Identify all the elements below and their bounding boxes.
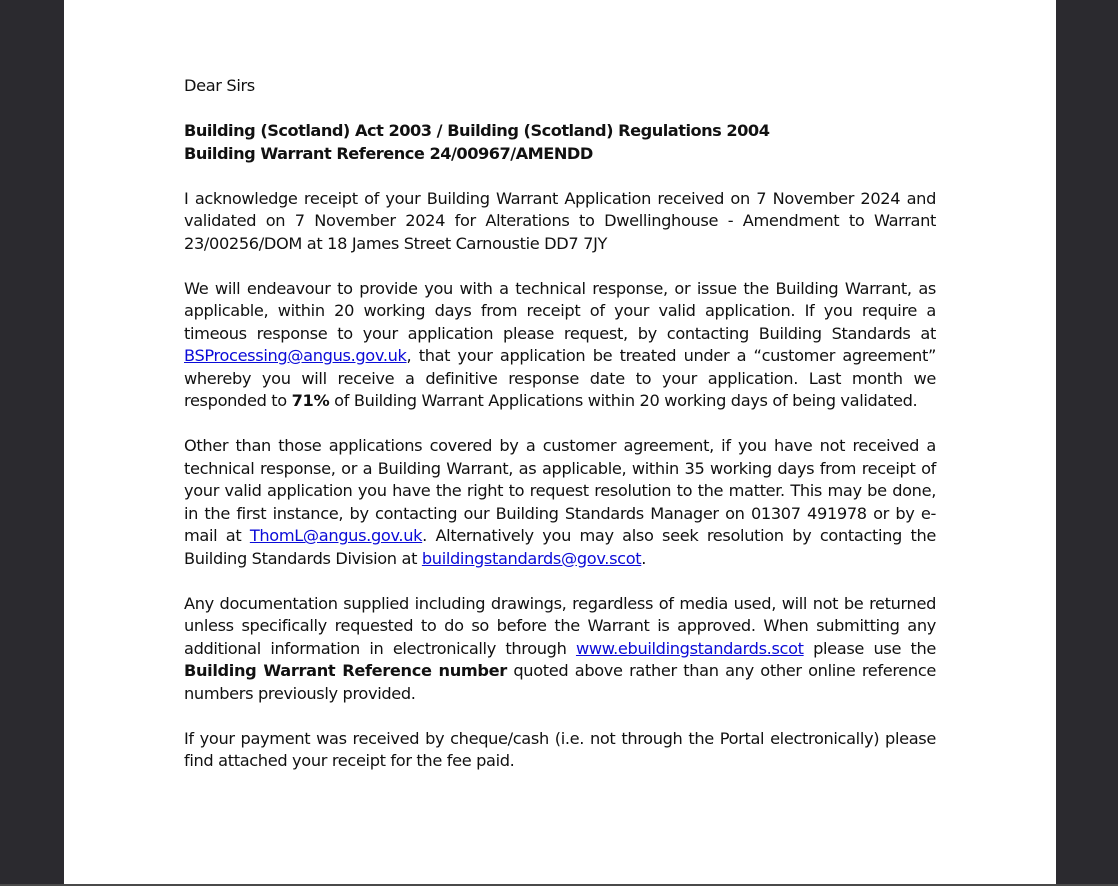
- paragraph-payment: If your payment was received by cheque/cash (i.e. not through the Portal electronically) please find attached your receipt for the fee paid.: [184, 728, 936, 770]
- bold-reference-phrase: Building Warrant Reference number: [184, 661, 507, 680]
- text: of Building Warrant Applications within 20 working days of being validated.: [329, 391, 918, 410]
- heading-warrant-reference: Building Warrant Reference 24/00967/AMENDD: [184, 143, 593, 163]
- document-page: [64, 0, 1056, 884]
- paragraph-resolution: [184, 435, 936, 570]
- heading-act-regulations: Building (Scotland) Act 2003 / Building (Scotland) Regulations 2004: [184, 121, 770, 140]
- paragraph-acknowledgement: I acknowledge receipt of your Building Warrant Application received on 7 November 2024 and validated on 7 November 2024 for Alterations to Dwellinghouse - Amendment to Warrant 23/00256/DOM at 18 James Street Carnoustie DD7 7JY: [184, 188, 936, 253]
- manager-email-link[interactable]: ThomL@angus.gov.uk: [249, 526, 423, 545]
- paragraph-documentation: [184, 593, 936, 706]
- text: Other than those applications covered by a customer agreement, if you have not received a technical response, or a Building Warrant, as applicable, within 35 working days from receipt of your valid application you have the right to request resolution to the matter. This may be done, in the first instance, by contacting our Building Standards Manager on 01307 491978 or by e-mail at: [184, 436, 936, 545]
- text: Any documentation supplied including drawings, regardless of media used, will not be returned unless specifically requested to do so before the Warrant is approved. When submitting any additional information in electronically through: [184, 593, 936, 658]
- text: quoted above rather than any other online reference numbers previously provided.: [184, 661, 936, 703]
- text: , that your application be treated under a “customer agreement” whereby you will receive a definitive response date to your application. Last month we responded to: [184, 346, 936, 410]
- text: . Alternatively you may also seek resolution by contacting the Building Standards Division at: [184, 526, 936, 568]
- bsprocessing-email-link[interactable]: BSProcessing@angus.gov.uk: [184, 346, 407, 365]
- paragraph-response-time: [184, 278, 936, 413]
- letter-heading: [184, 120, 936, 165]
- letter-body: [184, 75, 936, 795]
- ebuildingstandards-website-link[interactable]: www.ebuildingstandards.scot: [575, 638, 804, 658]
- text: please use the: [803, 638, 936, 658]
- division-email-link[interactable]: buildingstandards@gov.scot: [421, 548, 642, 568]
- response-percentage: 71%: [291, 391, 330, 410]
- text: .: [641, 548, 647, 568]
- text: We will endeavour to provide you with a technical response, or issue the Building Warrant, as applicable, within 20 working days from receipt of your valid application. If you require a timeous response to your application please request, by contacting Building Standards at: [184, 278, 936, 343]
- salutation: Dear Sirs: [184, 76, 255, 95]
